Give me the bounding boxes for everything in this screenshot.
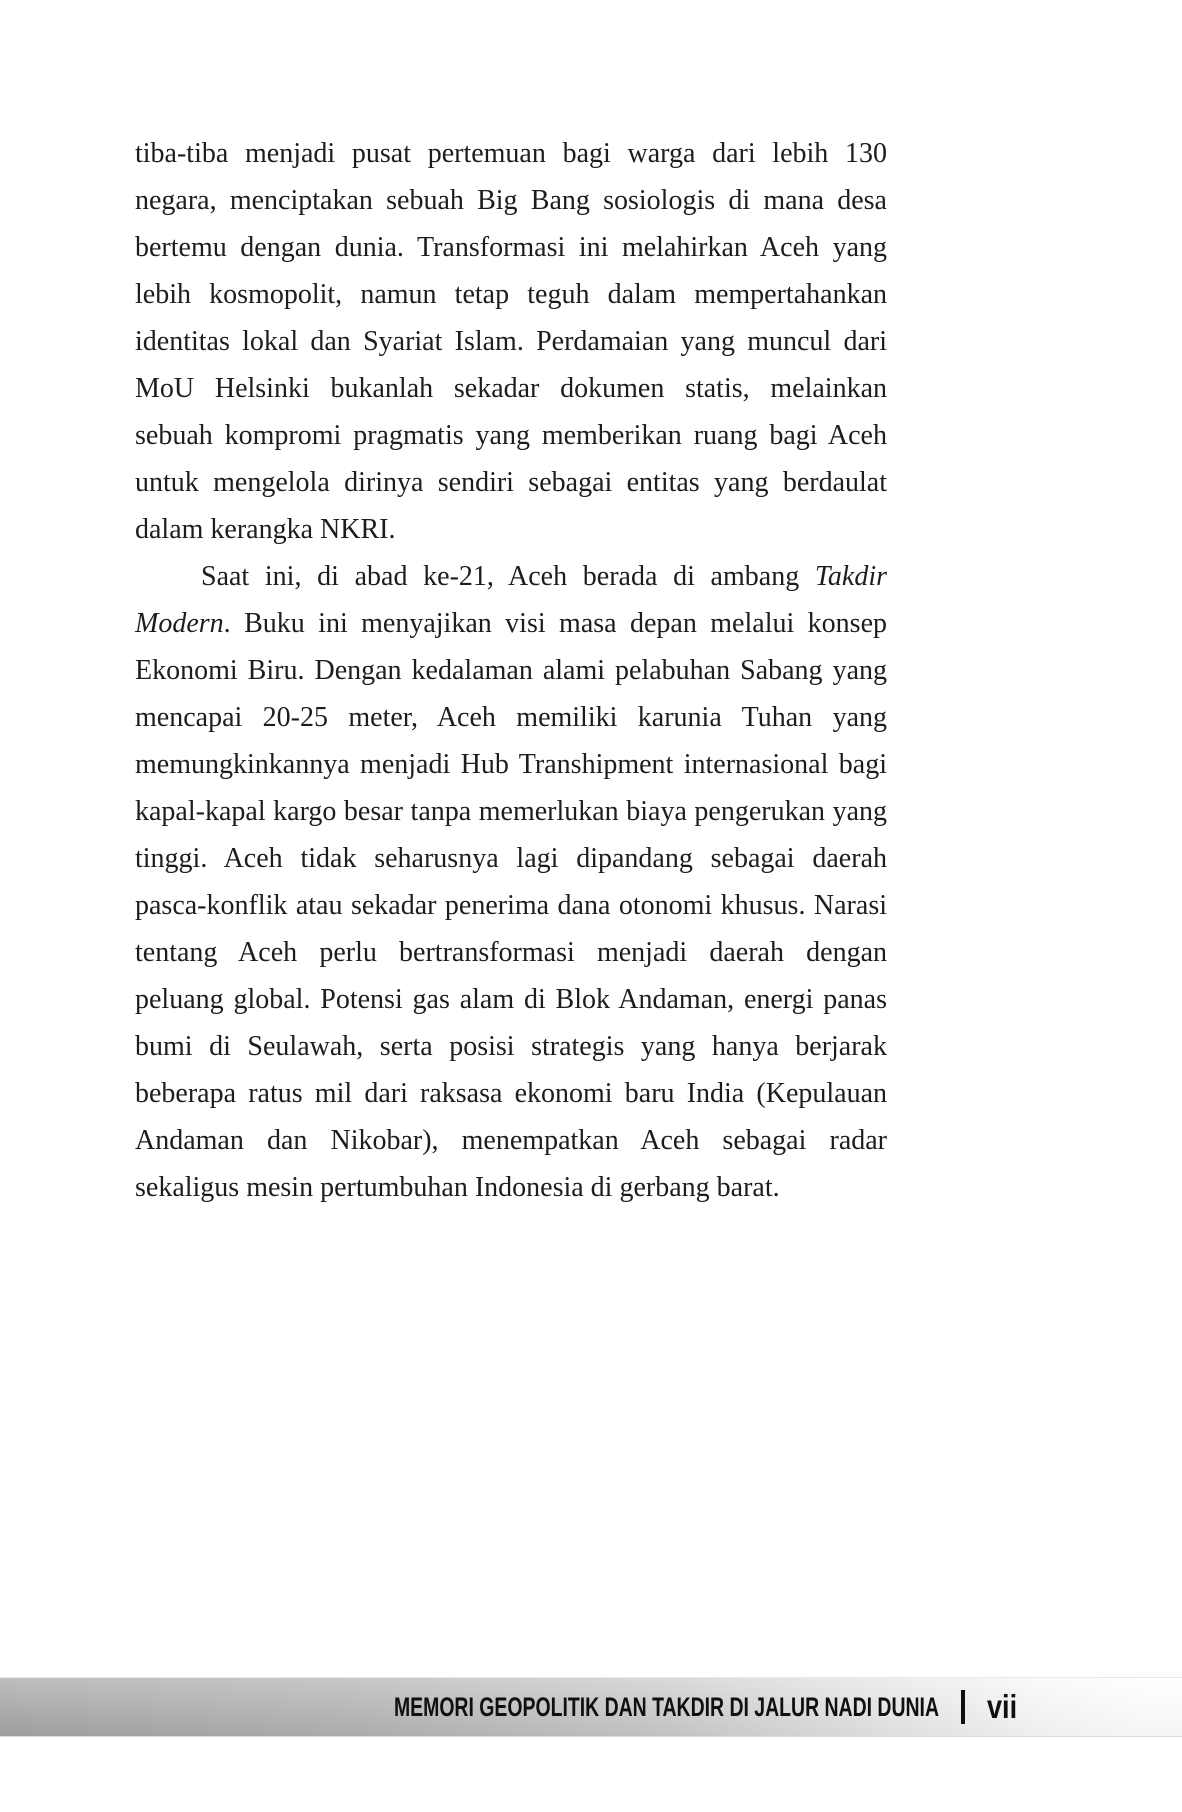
footer-running-bar [0,1677,1182,1737]
footer-separator-rule [961,1690,965,1724]
paragraph-second-rest: . Buku ini menyajikan visi masa depan melalui konsep Ekonomi Biru. Dengan kedalaman alami pelabuhan Sabang yang mencapai 20-25 meter, Aceh memiliki karunia Tuhan yang memungkinkannya menjadi Hub Transhipment internasional bagi kapal-kapal kargo besar tanpa memerlukan biaya pengerukan yang tinggi. Aceh tidak seharusnya lagi dipandang sebagai daerah pasca-konflik atau sekadar penerima dana otonomi khusus. Narasi tentang Aceh perlu bertransformasi menjadi daerah dengan peluang global. Potensi gas alam di Blok Andaman, energi panas bumi di Seulawah, serta posisi strategis yang hanya berjarak beberapa ratus mil dari raksasa ekonomi baru India (Kepulauan Andaman dan Nikobar), menempatkan Aceh sebagai radar sekaligus mesin pertumbuhan Indonesia di gerbang barat. [135,608,887,1203]
paragraph-second-italic-phrase: Takdir Modern [135,561,887,639]
footer-page-number: vii [987,1688,1018,1725]
paragraph-second [135,553,887,1211]
paragraph-second-lead: Saat ini, di abad ke-21, Aceh berada di ambang [201,561,815,592]
paragraph-continued: tiba-tiba menjadi pusat pertemuan bagi warga dari lebih 130 negara, menciptakan sebuah Big Bang sosiologis di mana desa bertemu dengan dunia. Transformasi ini melahirkan Aceh yang lebih kosmopolit, namun tetap teguh dalam mempertahankan identitas lokal dan Syariat Islam. Perdamaian yang muncul dari MoU Helsinki bukanlah sekadar dokumen statis, melainkan sebuah kompromi pragmatis yang memberikan ruang bagi Aceh untuk mengelola dirinya sendiri sebagai entitas yang berdaulat dalam kerangka NKRI. [135,138,887,545]
footer-running-title: MEMORI GEOPOLITIK DAN TAKDIR DI JALUR NADI DUNIA [394,1691,940,1722]
page-body-text [135,130,887,1211]
